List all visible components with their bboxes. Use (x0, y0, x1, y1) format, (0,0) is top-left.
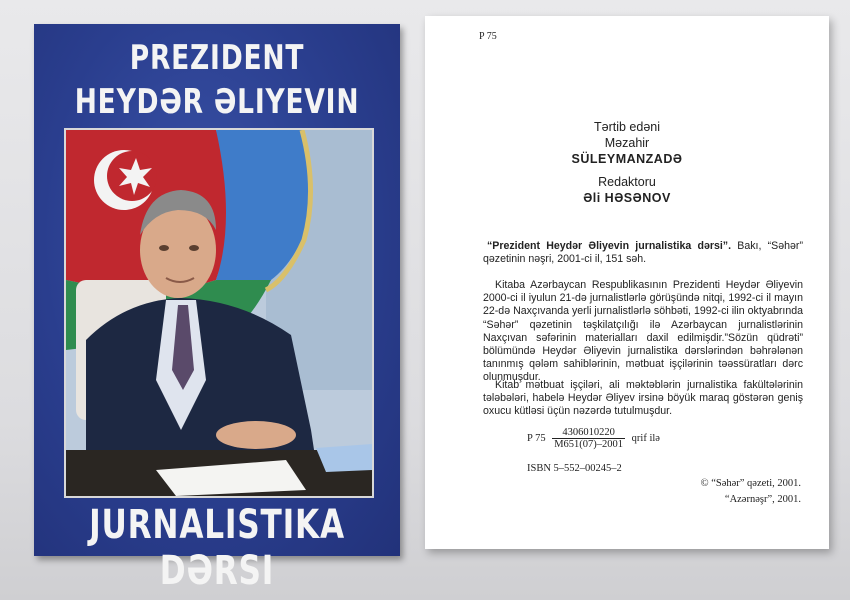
publication-details: Bakı, “Səhər” qəzetinin nəşri, 2001-ci il, 151 səh. (483, 240, 803, 266)
editor-name: Əli HƏSƏNOV (583, 191, 671, 205)
cover-photo (64, 128, 374, 498)
audience-paragraph: Kitab mətbuat işçiləri, ali məktəblərin jurnalistika fakültələrinin tələbələri, habelə Heydər Əliyev irsinə böyük maraq göstərən geniş oxucu kütləsi üçün nəzərdə tutulmuşdur. (483, 379, 803, 418)
compiler-label: Tərtib edəni (593, 120, 660, 134)
copyright-line1: © “Səhər” qəzeti, 2001. (700, 478, 801, 489)
book-cover (34, 24, 400, 594)
isbn: ISBN 5–552–00245–2 (527, 463, 622, 474)
bibliographic-entry (483, 240, 803, 266)
cover-title-line2: HEYDƏR ƏLIYEVIN (74, 82, 360, 122)
cover-bottom-title: JURNALISTIKA DƏRSI (89, 502, 345, 594)
compiler-first-name: Məzahir (604, 136, 650, 150)
class-denominator: M651(07)–2001 (554, 439, 624, 450)
class-numerator: 4306010220 (552, 427, 625, 439)
editor-label: Redaktoru (598, 175, 656, 189)
class-fraction (552, 427, 625, 450)
compiler-last-name: SÜLEYMANZADƏ (571, 152, 683, 166)
cover-title-line1: PREZIDENT (129, 38, 305, 78)
portrait-illustration (66, 130, 372, 496)
compiler-credit (425, 119, 829, 167)
library-code: P 75 (479, 31, 497, 42)
class-prefix: P 75 (527, 433, 546, 444)
description-paragraph: Kitaba Azərbaycan Respublikasının Prezidenti Heydər Əliyevin 2000-ci il iyulun 21-də jurnalistlərlə görüşündə nitqi, 1992-ci il mayın 22-də Naxçıvanda yerli jurnalistlərlə söhbəti, 1992-ci ilin oktyabrında “Səhər” qəzetinin təşkilatçılığı ilə Azərbaycan jurnalistlərinin Naxçıvan səfərinin materialları daxil edilmişdir.”Sözün qüdrəti” bölümündə Heydər Əliyevin jurnalistika dərslərindən bəhrələnən tanınmış qələm sahiblərinin, mətbuat işçilərinin təəssüratları dərc olunmuşdur. (483, 279, 803, 384)
book-title-quote: “Prezident Heydər Əliyevin jurnalistika dərsi”. (487, 240, 732, 252)
copyright-line2: “Azərnəşr”, 2001. (724, 494, 801, 505)
class-suffix: qrif ilə (631, 433, 660, 444)
imprint-page (425, 16, 829, 549)
editor-credit (425, 174, 829, 206)
classification-code (527, 427, 660, 450)
